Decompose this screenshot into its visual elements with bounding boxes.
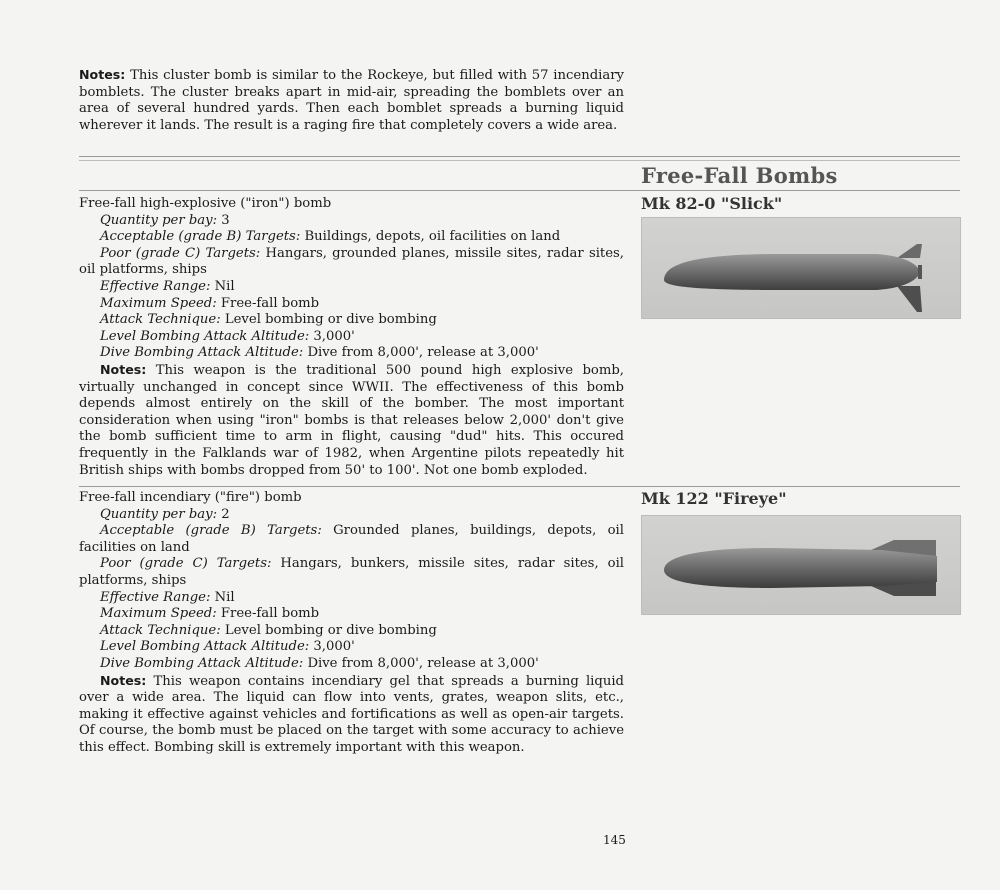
poor-targets-value: Hangars, bunkers, missile sites, radar sites, oil platforms, ships <box>79 556 625 588</box>
notes-text: This weapon contains incendiary gel that spreads a burning liquid over a wide area. The liquid can flow into vents, grates, weapon slits, etc., making it effective against vehicles and fortifications as well as open-air targets. Of course, the bomb must be placed on the target with some accuracy to achieve this effect. Bombing skill is extremely important with this weapon. <box>79 673 624 755</box>
quantity-value: 3 <box>221 212 230 228</box>
effective-range-label: Effective Range: <box>100 589 211 605</box>
fireye-specs <box>79 490 624 757</box>
bomb-description: Free-fall high-explosive ("iron") bomb <box>79 196 332 211</box>
poor-targets-value: Hangars, grounded planes, missile sites, radar sites, oil platforms, ships <box>79 245 624 278</box>
level-altitude-label: Level Bombing Attack Altitude: <box>100 328 310 344</box>
attack-technique-label: Attack Technique: <box>100 622 221 638</box>
level-altitude-value: 3,000' <box>313 639 355 655</box>
acceptable-targets-value: Grounded planes, buildings, depots, oil facilities on land <box>79 523 624 555</box>
acceptable-targets-value: Buildings, depots, oil facilities on land <box>304 229 561 245</box>
bleed-through-heading <box>835 73 843 99</box>
page-number: 145 <box>603 833 626 847</box>
dive-altitude-value: Dive from 8,000', release at 3,000' <box>307 345 539 361</box>
acceptable-targets-label: Acceptable (grade B) Targets: <box>100 523 322 539</box>
poor-targets-label: Poor (grade C) Targets: <box>100 556 272 572</box>
notes-label: Notes: <box>100 361 147 377</box>
notes-text: This cluster bomb is similar to the Rockeye, but filled with 57 incendiary bomblets. The cluster breaks apart in mid-air, spreading the bomblets over an area of several hundred yards. Then each bomblet spreads a burning liquid wherever it lands. The result is a raging fire that completely covers a wide area. <box>79 68 624 133</box>
max-speed-label: Maximum Speed: <box>100 295 217 311</box>
divider-rule <box>79 160 960 161</box>
fireye-bomb-image <box>641 515 961 615</box>
notes-label: Notes: <box>79 67 126 82</box>
attack-technique-value: Level bombing or dive bombing <box>224 312 437 328</box>
attack-technique-label: Attack Technique: <box>100 312 221 328</box>
slick-specs <box>79 196 624 479</box>
fireye-bomb-illustration-icon <box>642 516 960 614</box>
bomb-description: Free-fall incendiary ("fire") bomb <box>79 490 302 505</box>
top-notes-block <box>79 67 624 134</box>
max-speed-value: Free-fall bomb <box>220 606 320 622</box>
quantity-label: Quantity per bay: <box>100 212 218 228</box>
notes-text: This weapon is the traditional 500 pound high explosive bomb, virtually unchanged in concept since WWII. The effectiveness of this bomb depends almost entirely on the skill of the bomber. The most important consideration when using "iron" bombs is that releases below 2,000' don't give the bomb sufficient time to arm in flight, causing "dud" hits. This occured frequently in the Falklands war of 1982, when Argentine pilots repeatedly hit British ships with bombs dropped from 50' to 100'. Not one bomb exploded. <box>79 362 624 478</box>
notes-label: Notes: <box>100 672 147 688</box>
divider-rule <box>79 486 960 487</box>
attack-technique-value: Level bombing or dive bombing <box>224 622 437 638</box>
slick-bomb-illustration-icon <box>642 218 960 318</box>
bomb-title-slick: Mk 82-0 "Slick" <box>641 194 783 213</box>
dive-altitude-label: Dive Bombing Attack Altitude: <box>100 345 304 361</box>
acceptable-targets-label: Acceptable (grade B) Targets: <box>100 229 301 245</box>
poor-targets-label: Poor (grade C) Targets: <box>100 245 261 261</box>
divider-rule <box>79 190 960 191</box>
bomb-title-fireye: Mk 122 "Fireye" <box>641 489 787 508</box>
slick-bomb-image <box>641 217 961 319</box>
level-altitude-value: 3,000' <box>313 328 355 344</box>
effective-range-label: Effective Range: <box>100 278 211 294</box>
quantity-value: 2 <box>221 506 230 522</box>
divider-rule <box>79 156 960 157</box>
level-altitude-label: Level Bombing Attack Altitude: <box>100 639 310 655</box>
max-speed-value: Free-fall bomb <box>220 295 320 311</box>
dive-altitude-value: Dive from 8,000', release at 3,000' <box>307 655 539 671</box>
effective-range-value: Nil <box>214 278 235 294</box>
effective-range-value: Nil <box>214 589 235 605</box>
max-speed-label: Maximum Speed: <box>100 606 217 622</box>
quantity-label: Quantity per bay: <box>100 506 218 522</box>
section-title: Free-Fall Bombs <box>641 163 838 188</box>
dive-altitude-label: Dive Bombing Attack Altitude: <box>100 655 304 671</box>
